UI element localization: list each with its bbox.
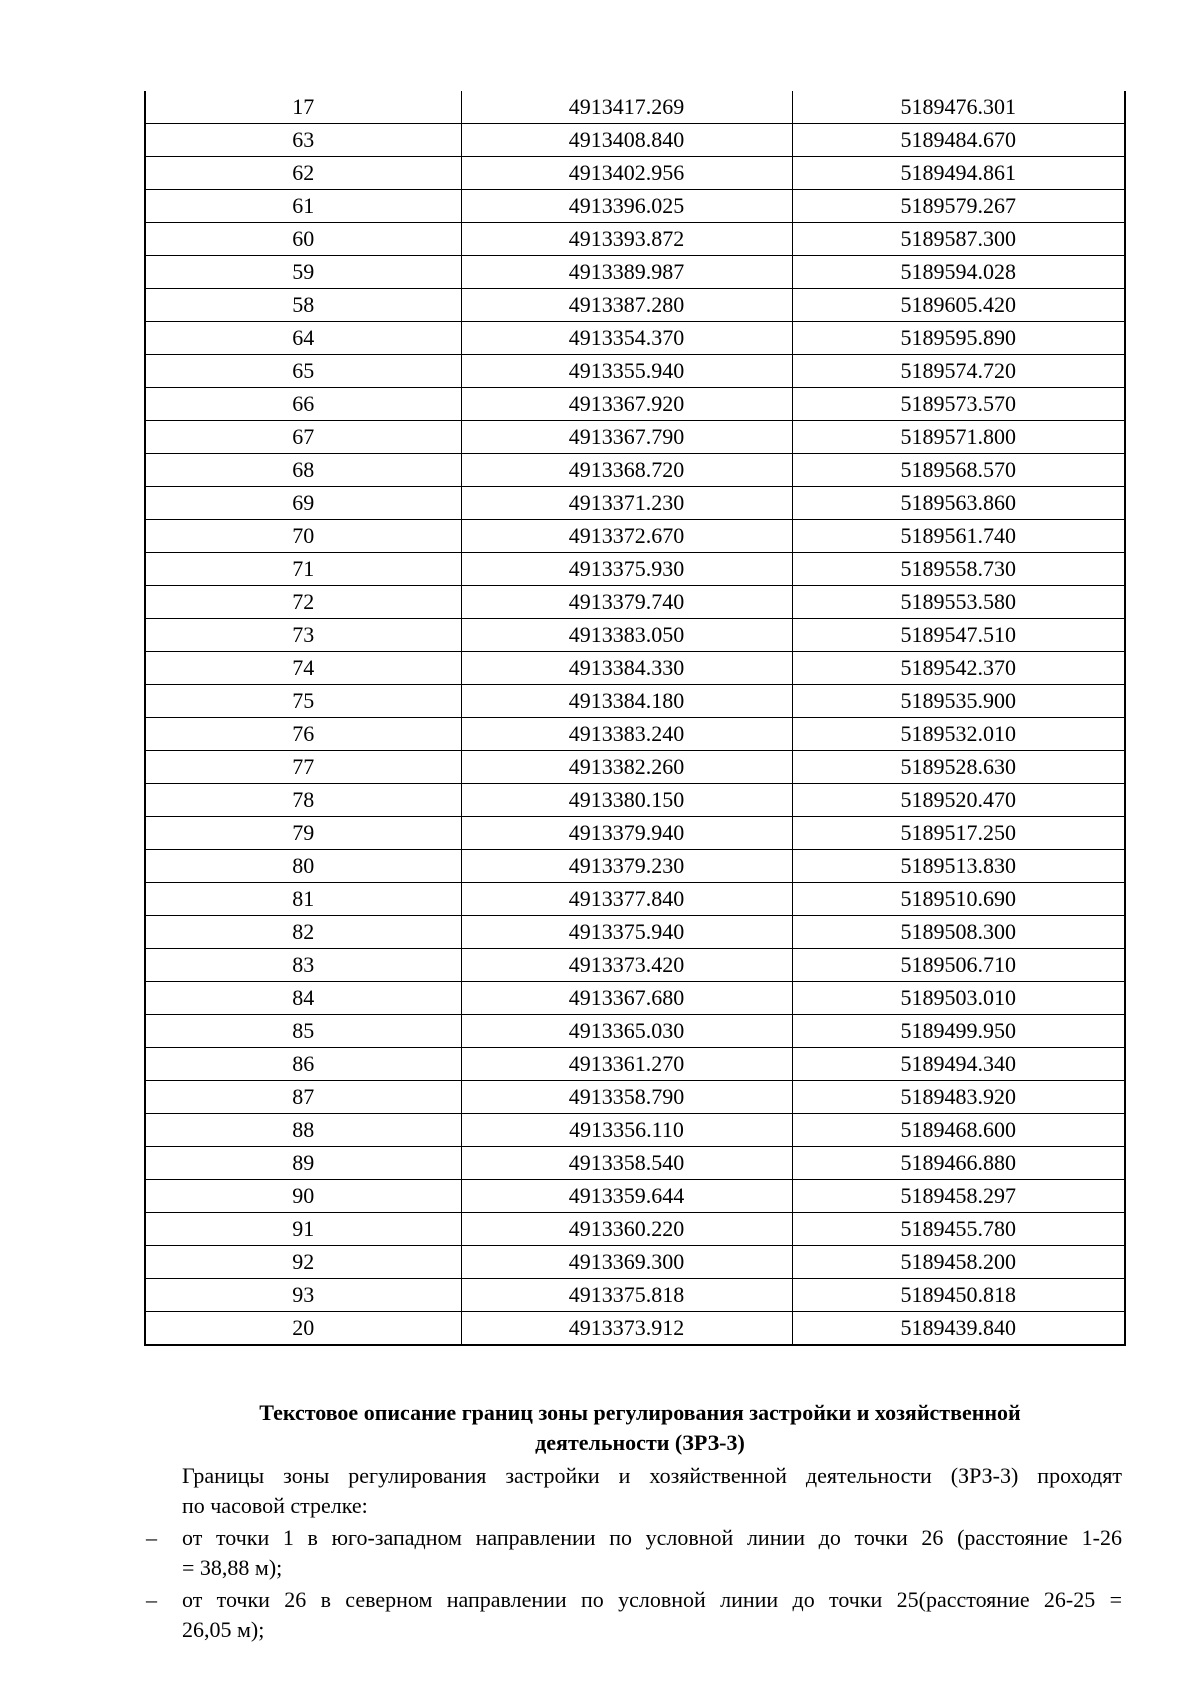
x-coordinate-cell: 4913417.269 — [461, 91, 792, 124]
x-coordinate-cell: 4913408.840 — [461, 124, 792, 157]
table-row — [145, 520, 1125, 553]
x-coordinate-cell: 4913367.680 — [461, 982, 792, 1015]
y-coordinate-cell: 5189494.340 — [792, 1048, 1125, 1081]
y-coordinate-cell: 5189605.420 — [792, 289, 1125, 322]
table-row — [145, 586, 1125, 619]
y-coordinate-cell: 5189455.780 — [792, 1213, 1125, 1246]
table-row — [145, 850, 1125, 883]
point-number-cell: 79 — [145, 817, 461, 850]
table-row — [145, 1213, 1125, 1246]
table-row — [145, 1312, 1125, 1346]
x-coordinate-cell: 4913367.790 — [461, 421, 792, 454]
y-coordinate-cell: 5189476.301 — [792, 91, 1125, 124]
table-row — [145, 289, 1125, 322]
y-coordinate-cell: 5189558.730 — [792, 553, 1125, 586]
y-coordinate-cell: 5189553.580 — [792, 586, 1125, 619]
y-coordinate-cell: 5189458.297 — [792, 1180, 1125, 1213]
point-number-cell: 67 — [145, 421, 461, 454]
point-number-cell: 63 — [145, 124, 461, 157]
x-coordinate-cell: 4913375.818 — [461, 1279, 792, 1312]
list-dash-2: – — [146, 1587, 157, 1612]
x-coordinate-cell: 4913373.420 — [461, 949, 792, 982]
x-coordinate-cell: 4913379.230 — [461, 850, 792, 883]
table-row — [145, 1180, 1125, 1213]
intro-paragraph — [182, 1461, 1122, 1521]
point-number-cell: 93 — [145, 1279, 461, 1312]
point-number-cell: 77 — [145, 751, 461, 784]
y-coordinate-cell: 5189579.267 — [792, 190, 1125, 223]
x-coordinate-cell: 4913358.790 — [461, 1081, 792, 1114]
y-coordinate-cell: 5189568.570 — [792, 454, 1125, 487]
table-row — [145, 718, 1125, 751]
y-coordinate-cell: 5189494.861 — [792, 157, 1125, 190]
x-coordinate-cell: 4913380.150 — [461, 784, 792, 817]
x-coordinate-cell: 4913387.280 — [461, 289, 792, 322]
y-coordinate-cell: 5189595.890 — [792, 322, 1125, 355]
point-number-cell: 61 — [145, 190, 461, 223]
table-row — [145, 1015, 1125, 1048]
x-coordinate-cell: 4913354.370 — [461, 322, 792, 355]
point-number-cell: 82 — [145, 916, 461, 949]
x-coordinate-cell: 4913377.840 — [461, 883, 792, 916]
y-coordinate-cell: 5189468.600 — [792, 1114, 1125, 1147]
table-row — [145, 949, 1125, 982]
y-coordinate-cell: 5189484.670 — [792, 124, 1125, 157]
y-coordinate-cell: 5189466.880 — [792, 1147, 1125, 1180]
x-coordinate-cell: 4913369.300 — [461, 1246, 792, 1279]
x-coordinate-cell: 4913402.956 — [461, 157, 792, 190]
x-coordinate-cell: 4913372.670 — [461, 520, 792, 553]
y-coordinate-cell: 5189535.900 — [792, 685, 1125, 718]
point-number-cell: 70 — [145, 520, 461, 553]
x-coordinate-cell: 4913383.240 — [461, 718, 792, 751]
y-coordinate-cell: 5189510.690 — [792, 883, 1125, 916]
point-number-cell: 90 — [145, 1180, 461, 1213]
table-row — [145, 157, 1125, 190]
y-coordinate-cell: 5189517.250 — [792, 817, 1125, 850]
point-number-cell: 17 — [145, 91, 461, 124]
point-number-cell: 71 — [145, 553, 461, 586]
point-number-cell: 85 — [145, 1015, 461, 1048]
point-number-cell: 20 — [145, 1312, 461, 1346]
point-number-cell: 76 — [145, 718, 461, 751]
x-coordinate-cell: 4913389.987 — [461, 256, 792, 289]
point-number-cell: 68 — [145, 454, 461, 487]
y-coordinate-cell: 5189571.800 — [792, 421, 1125, 454]
point-number-cell: 75 — [145, 685, 461, 718]
y-coordinate-cell: 5189513.830 — [792, 850, 1125, 883]
list-dash-1: – — [146, 1525, 157, 1550]
x-coordinate-cell: 4913361.270 — [461, 1048, 792, 1081]
x-coordinate-cell: 4913375.930 — [461, 553, 792, 586]
point-number-cell: 60 — [145, 223, 461, 256]
point-number-cell: 84 — [145, 982, 461, 1015]
point-number-cell: 86 — [145, 1048, 461, 1081]
table-row — [145, 817, 1125, 850]
point-number-cell: 88 — [145, 1114, 461, 1147]
table-row — [145, 982, 1125, 1015]
y-coordinate-cell: 5189542.370 — [792, 652, 1125, 685]
table-row — [145, 553, 1125, 586]
point-number-cell: 69 — [145, 487, 461, 520]
y-coordinate-cell: 5189594.028 — [792, 256, 1125, 289]
x-coordinate-cell: 4913379.740 — [461, 586, 792, 619]
x-coordinate-cell: 4913384.330 — [461, 652, 792, 685]
table-row — [145, 91, 1125, 124]
point-number-cell: 83 — [145, 949, 461, 982]
y-coordinate-cell: 5189483.920 — [792, 1081, 1125, 1114]
x-coordinate-cell: 4913368.720 — [461, 454, 792, 487]
point-number-cell: 81 — [145, 883, 461, 916]
table-row — [145, 322, 1125, 355]
y-coordinate-cell: 5189587.300 — [792, 223, 1125, 256]
y-coordinate-cell: 5189573.570 — [792, 388, 1125, 421]
point-number-cell: 59 — [145, 256, 461, 289]
coordinates-table-body — [145, 91, 1125, 1345]
y-coordinate-cell: 5189547.510 — [792, 619, 1125, 652]
x-coordinate-cell: 4913393.872 — [461, 223, 792, 256]
point-number-cell: 80 — [145, 850, 461, 883]
table-row — [145, 124, 1125, 157]
x-coordinate-cell: 4913382.260 — [461, 751, 792, 784]
x-coordinate-cell: 4913355.940 — [461, 355, 792, 388]
table-row — [145, 751, 1125, 784]
section-heading-line-1: Текстовое описание границ зоны регулирования застройки и хозяйственной — [259, 1400, 1021, 1425]
x-coordinate-cell: 4913396.025 — [461, 190, 792, 223]
table-row — [145, 784, 1125, 817]
table-row — [145, 388, 1125, 421]
x-coordinate-cell: 4913356.110 — [461, 1114, 792, 1147]
point-number-cell: 73 — [145, 619, 461, 652]
x-coordinate-cell: 4913379.940 — [461, 817, 792, 850]
table-row — [145, 454, 1125, 487]
list-item-2 — [182, 1585, 1122, 1645]
list-item-1-line-2: = 38,88 м); — [182, 1555, 283, 1580]
x-coordinate-cell: 4913383.050 — [461, 619, 792, 652]
point-number-cell: 72 — [145, 586, 461, 619]
y-coordinate-cell: 5189520.470 — [792, 784, 1125, 817]
y-coordinate-cell: 5189561.740 — [792, 520, 1125, 553]
point-number-cell: 87 — [145, 1081, 461, 1114]
x-coordinate-cell: 4913375.940 — [461, 916, 792, 949]
y-coordinate-cell: 5189574.720 — [792, 355, 1125, 388]
list-item-2-line-2: 26,05 м); — [182, 1617, 265, 1642]
y-coordinate-cell: 5189439.840 — [792, 1312, 1125, 1346]
point-number-cell: 62 — [145, 157, 461, 190]
table-row — [145, 883, 1125, 916]
table-row — [145, 223, 1125, 256]
table-row — [145, 1279, 1125, 1312]
point-number-cell: 91 — [145, 1213, 461, 1246]
y-coordinate-cell: 5189450.818 — [792, 1279, 1125, 1312]
table-row — [145, 1048, 1125, 1081]
table-row — [145, 685, 1125, 718]
x-coordinate-cell: 4913358.540 — [461, 1147, 792, 1180]
table-row — [145, 619, 1125, 652]
point-number-cell: 78 — [145, 784, 461, 817]
list-item-1 — [182, 1523, 1122, 1583]
intro-line-2: по часовой стрелке: — [182, 1493, 368, 1518]
table-row — [145, 1246, 1125, 1279]
table-row — [145, 355, 1125, 388]
table-row — [145, 1114, 1125, 1147]
y-coordinate-cell: 5189503.010 — [792, 982, 1125, 1015]
y-coordinate-cell: 5189563.860 — [792, 487, 1125, 520]
table-row — [145, 190, 1125, 223]
point-number-cell: 58 — [145, 289, 461, 322]
y-coordinate-cell: 5189499.950 — [792, 1015, 1125, 1048]
table-row — [145, 652, 1125, 685]
table-row — [145, 421, 1125, 454]
point-number-cell: 64 — [145, 322, 461, 355]
table-row — [145, 916, 1125, 949]
section-heading-line-2: деятельности (ЗРЗ-3) — [535, 1430, 745, 1455]
y-coordinate-cell: 5189532.010 — [792, 718, 1125, 751]
y-coordinate-cell: 5189506.710 — [792, 949, 1125, 982]
y-coordinate-cell: 5189458.200 — [792, 1246, 1125, 1279]
y-coordinate-cell: 5189528.630 — [792, 751, 1125, 784]
point-number-cell: 66 — [145, 388, 461, 421]
table-row — [145, 487, 1125, 520]
x-coordinate-cell: 4913371.230 — [461, 487, 792, 520]
x-coordinate-cell: 4913365.030 — [461, 1015, 792, 1048]
x-coordinate-cell: 4913373.912 — [461, 1312, 792, 1346]
x-coordinate-cell: 4913367.920 — [461, 388, 792, 421]
list-item-2-line-1: от точки 26 в северном направлении по условной линии до точки 25(расстояние 26-25 = — [182, 1587, 1122, 1612]
table-row — [145, 256, 1125, 289]
intro-line-1: Границы зоны регулирования застройки и хозяйственной деятельности (ЗРЗ-3) проходят — [182, 1463, 1122, 1488]
x-coordinate-cell: 4913359.644 — [461, 1180, 792, 1213]
x-coordinate-cell: 4913360.220 — [461, 1213, 792, 1246]
table-row — [145, 1147, 1125, 1180]
coordinates-table — [144, 91, 1126, 1346]
table-row — [145, 1081, 1125, 1114]
y-coordinate-cell: 5189508.300 — [792, 916, 1125, 949]
list-item-1-line-1: от точки 1 в юго-западном направлении по условной линии до точки 26 (расстояние 1-26 — [182, 1525, 1122, 1550]
point-number-cell: 92 — [145, 1246, 461, 1279]
point-number-cell: 65 — [145, 355, 461, 388]
point-number-cell: 74 — [145, 652, 461, 685]
x-coordinate-cell: 4913384.180 — [461, 685, 792, 718]
point-number-cell: 89 — [145, 1147, 461, 1180]
